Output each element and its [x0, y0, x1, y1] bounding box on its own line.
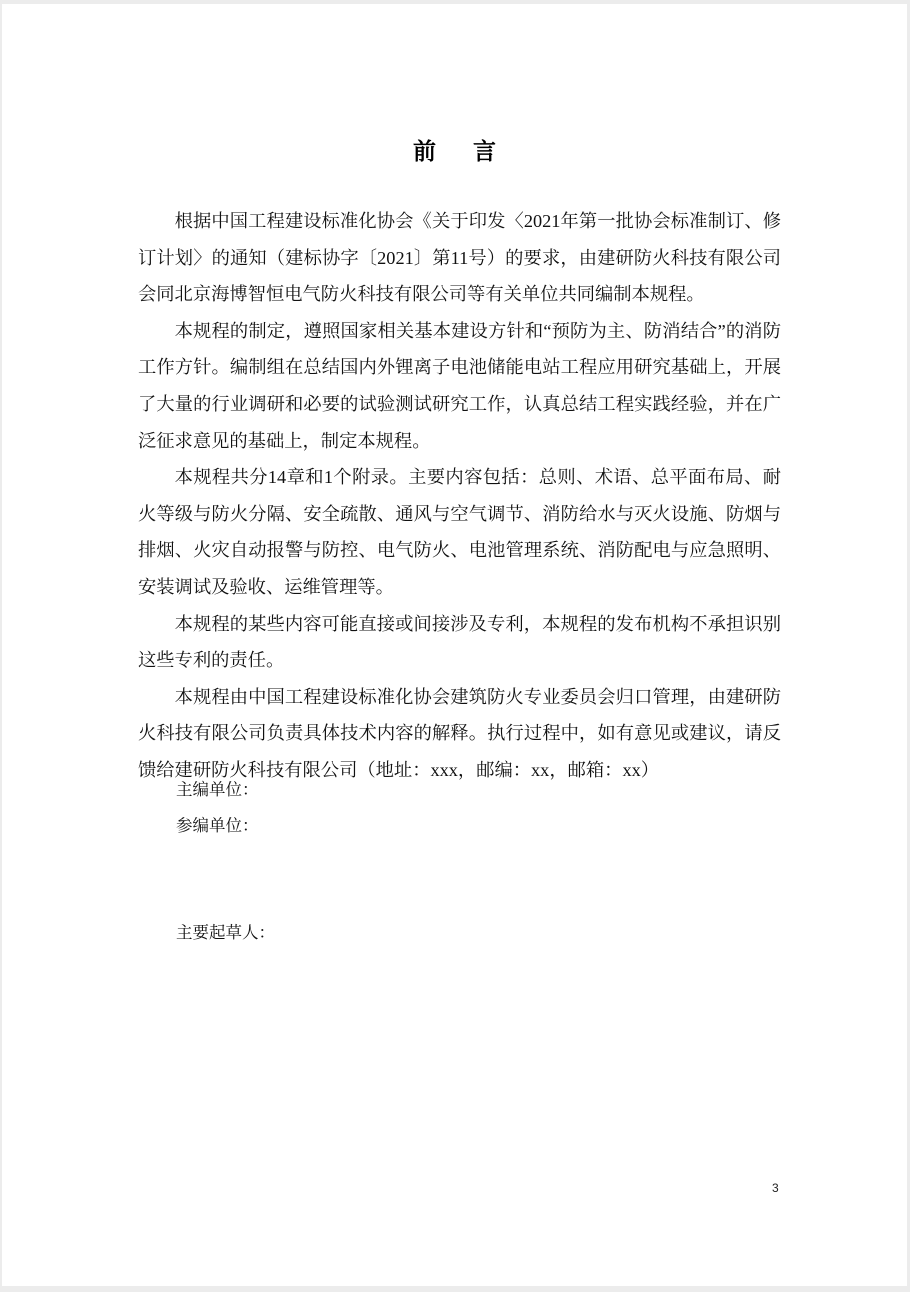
- page-number: 3: [772, 1181, 779, 1195]
- paragraph-management: 本规程由中国工程建设标准化协会建筑防火专业委员会归口管理，由建研防火科技有限公司负责具体技术内容的解释。执行过程中，如有意见或建议，请反馈给建研防火科技有限公司（地址：xxx，邮编：xx，邮箱：xx）: [138, 686, 781, 780]
- preface-body: [138, 203, 781, 789]
- chief-editor-unit-label: 主编单位：: [176, 780, 259, 799]
- title-char-2: 言: [473, 139, 496, 165]
- title-char-1: 前: [413, 139, 436, 165]
- page-title: [2, 137, 907, 167]
- paragraph-principles: 本规程的制定，遵照国家相关基本建设方针和“预防为主、防消结合”的消防工作方针。编制组在总结国内外锂离子电池储能电站工程应用研究基础上，开展了大量的行业调研和必要的试验测试研究工作，认真总结工程实践经验，并在广泛征求意见的基础上，制定本规程。: [138, 320, 781, 451]
- participating-units-label: 参编单位：: [176, 816, 259, 835]
- paragraph-patents: 本规程的某些内容可能直接或间接涉及专利，本规程的发布机构不承担识别这些专利的责任。: [138, 613, 781, 671]
- main-drafters-label: 主要起草人：: [176, 923, 275, 942]
- paragraph-basis: 根据中国工程建设标准化协会《关于印发〈2021年第一批协会标准制订、修订计划〉的通知（建标协字〔2021〕第11号）的要求，由建研防火科技有限公司会同北京海博智恒电气防火科技有限公司等有关单位共同编制本规程。: [138, 211, 781, 305]
- paragraph-contents: 本规程共分14章和1个附录。主要内容包括：总则、术语、总平面布局、耐火等级与防火分隔、安全疏散、通风与空气调节、消防给水与灭火设施、防烟与排烟、火灾自动报警与防控、电气防火、电池管理系统、消防配电与应急照明、安装调试及验收、运维管理等。: [138, 467, 781, 597]
- document-page: [2, 4, 907, 1286]
